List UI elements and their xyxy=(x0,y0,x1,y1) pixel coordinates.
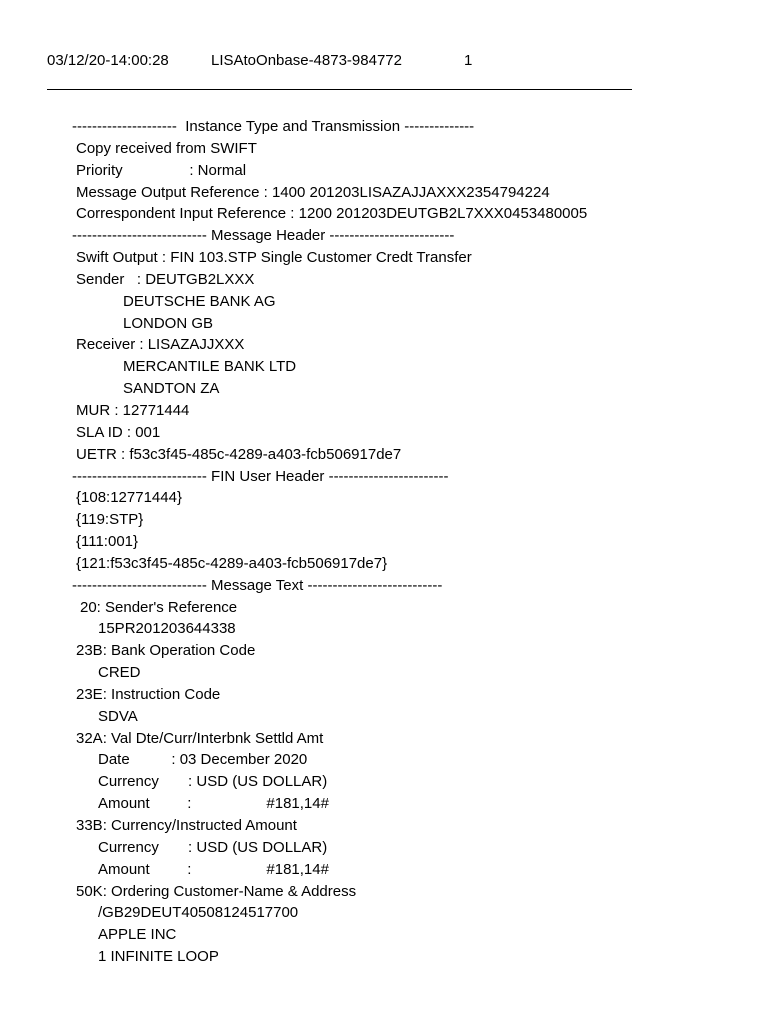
text-line: --------------------------- Message Header ------------------------- xyxy=(72,227,455,245)
text-line: Swift Output : FIN 103.STP Single Customer Credt Transfer xyxy=(76,249,472,267)
text-line: CRED xyxy=(98,664,141,682)
text-line: 32A: Val Dte/Curr/Interbnk Settld Amt xyxy=(76,729,324,747)
text-line: 50K: Ordering Customer-Name & Address xyxy=(76,882,357,900)
text-line: SANDTON ZA xyxy=(123,380,220,398)
text-line: SDVA xyxy=(98,707,138,725)
text-line: Message Output Reference : 1400 201203LISAZAJJAXXX2354794224 xyxy=(76,183,550,201)
text-line: Priority : Normal xyxy=(76,161,247,179)
text-line: --------------------------- FIN User Header ------------------------ xyxy=(72,467,449,485)
text-line: 23E: Instruction Code xyxy=(76,685,221,703)
text-line: {121:f53c3f45-485c-4289-a403-fcb506917de7} xyxy=(76,554,388,572)
text-line: Currency : USD (US DOLLAR) xyxy=(98,773,328,791)
text-line: MERCANTILE BANK LTD xyxy=(123,358,297,376)
text-line: LONDON GB xyxy=(123,314,214,332)
text-line: /GB29DEUT40508124517700 xyxy=(98,904,299,922)
text-line: {119:STP} xyxy=(76,511,144,529)
text-line: 20: Sender's Reference xyxy=(80,598,238,616)
text-line: 15PR201203644338 xyxy=(98,620,236,638)
text-line: 23B: Bank Operation Code xyxy=(76,642,256,660)
text-line: Receiver : LISAZAJJXXX xyxy=(76,336,245,354)
header-divider xyxy=(47,89,632,90)
text-line: Sender : DEUTGB2LXXX xyxy=(76,270,255,288)
text-line: Correspondent Input Reference : 1200 201203DEUTGB2L7XXX0453480005 xyxy=(76,205,588,223)
text-line: Copy received from SWIFT xyxy=(76,139,257,157)
header-document-id: LISAtoOnbase-4873-984772 xyxy=(211,52,402,69)
header-timestamp: 03/12/20-14:00:28 xyxy=(47,52,169,69)
text-line: --------------------- Instance Type and Transmission -------------- xyxy=(72,118,475,135)
text-line: 1 INFINITE LOOP xyxy=(98,948,219,966)
text-line: Amount : #181,14# xyxy=(98,860,329,878)
text-line: MUR : 12771444 xyxy=(76,401,190,419)
text-line: SLA ID : 001 xyxy=(76,423,161,441)
text-line: Date : 03 December 2020 xyxy=(98,751,308,769)
text-line: --------------------------- Message Text --------------------------- xyxy=(72,576,443,594)
text-line: UETR : f53c3f45-485c-4289-a403-fcb506917de7 xyxy=(76,445,402,463)
text-line: DEUTSCHE BANK AG xyxy=(123,292,276,310)
text-line: {111:001} xyxy=(76,533,139,551)
text-line: Currency : USD (US DOLLAR) xyxy=(98,838,328,856)
header-page-number: 1 xyxy=(464,52,473,69)
text-line: APPLE INC xyxy=(98,926,177,944)
text-line: 33B: Currency/Instructed Amount xyxy=(76,817,297,834)
text-line: Amount : #181,14# xyxy=(98,795,329,813)
message-body xyxy=(0,116,768,968)
text-line: {108:12771444} xyxy=(76,489,182,507)
